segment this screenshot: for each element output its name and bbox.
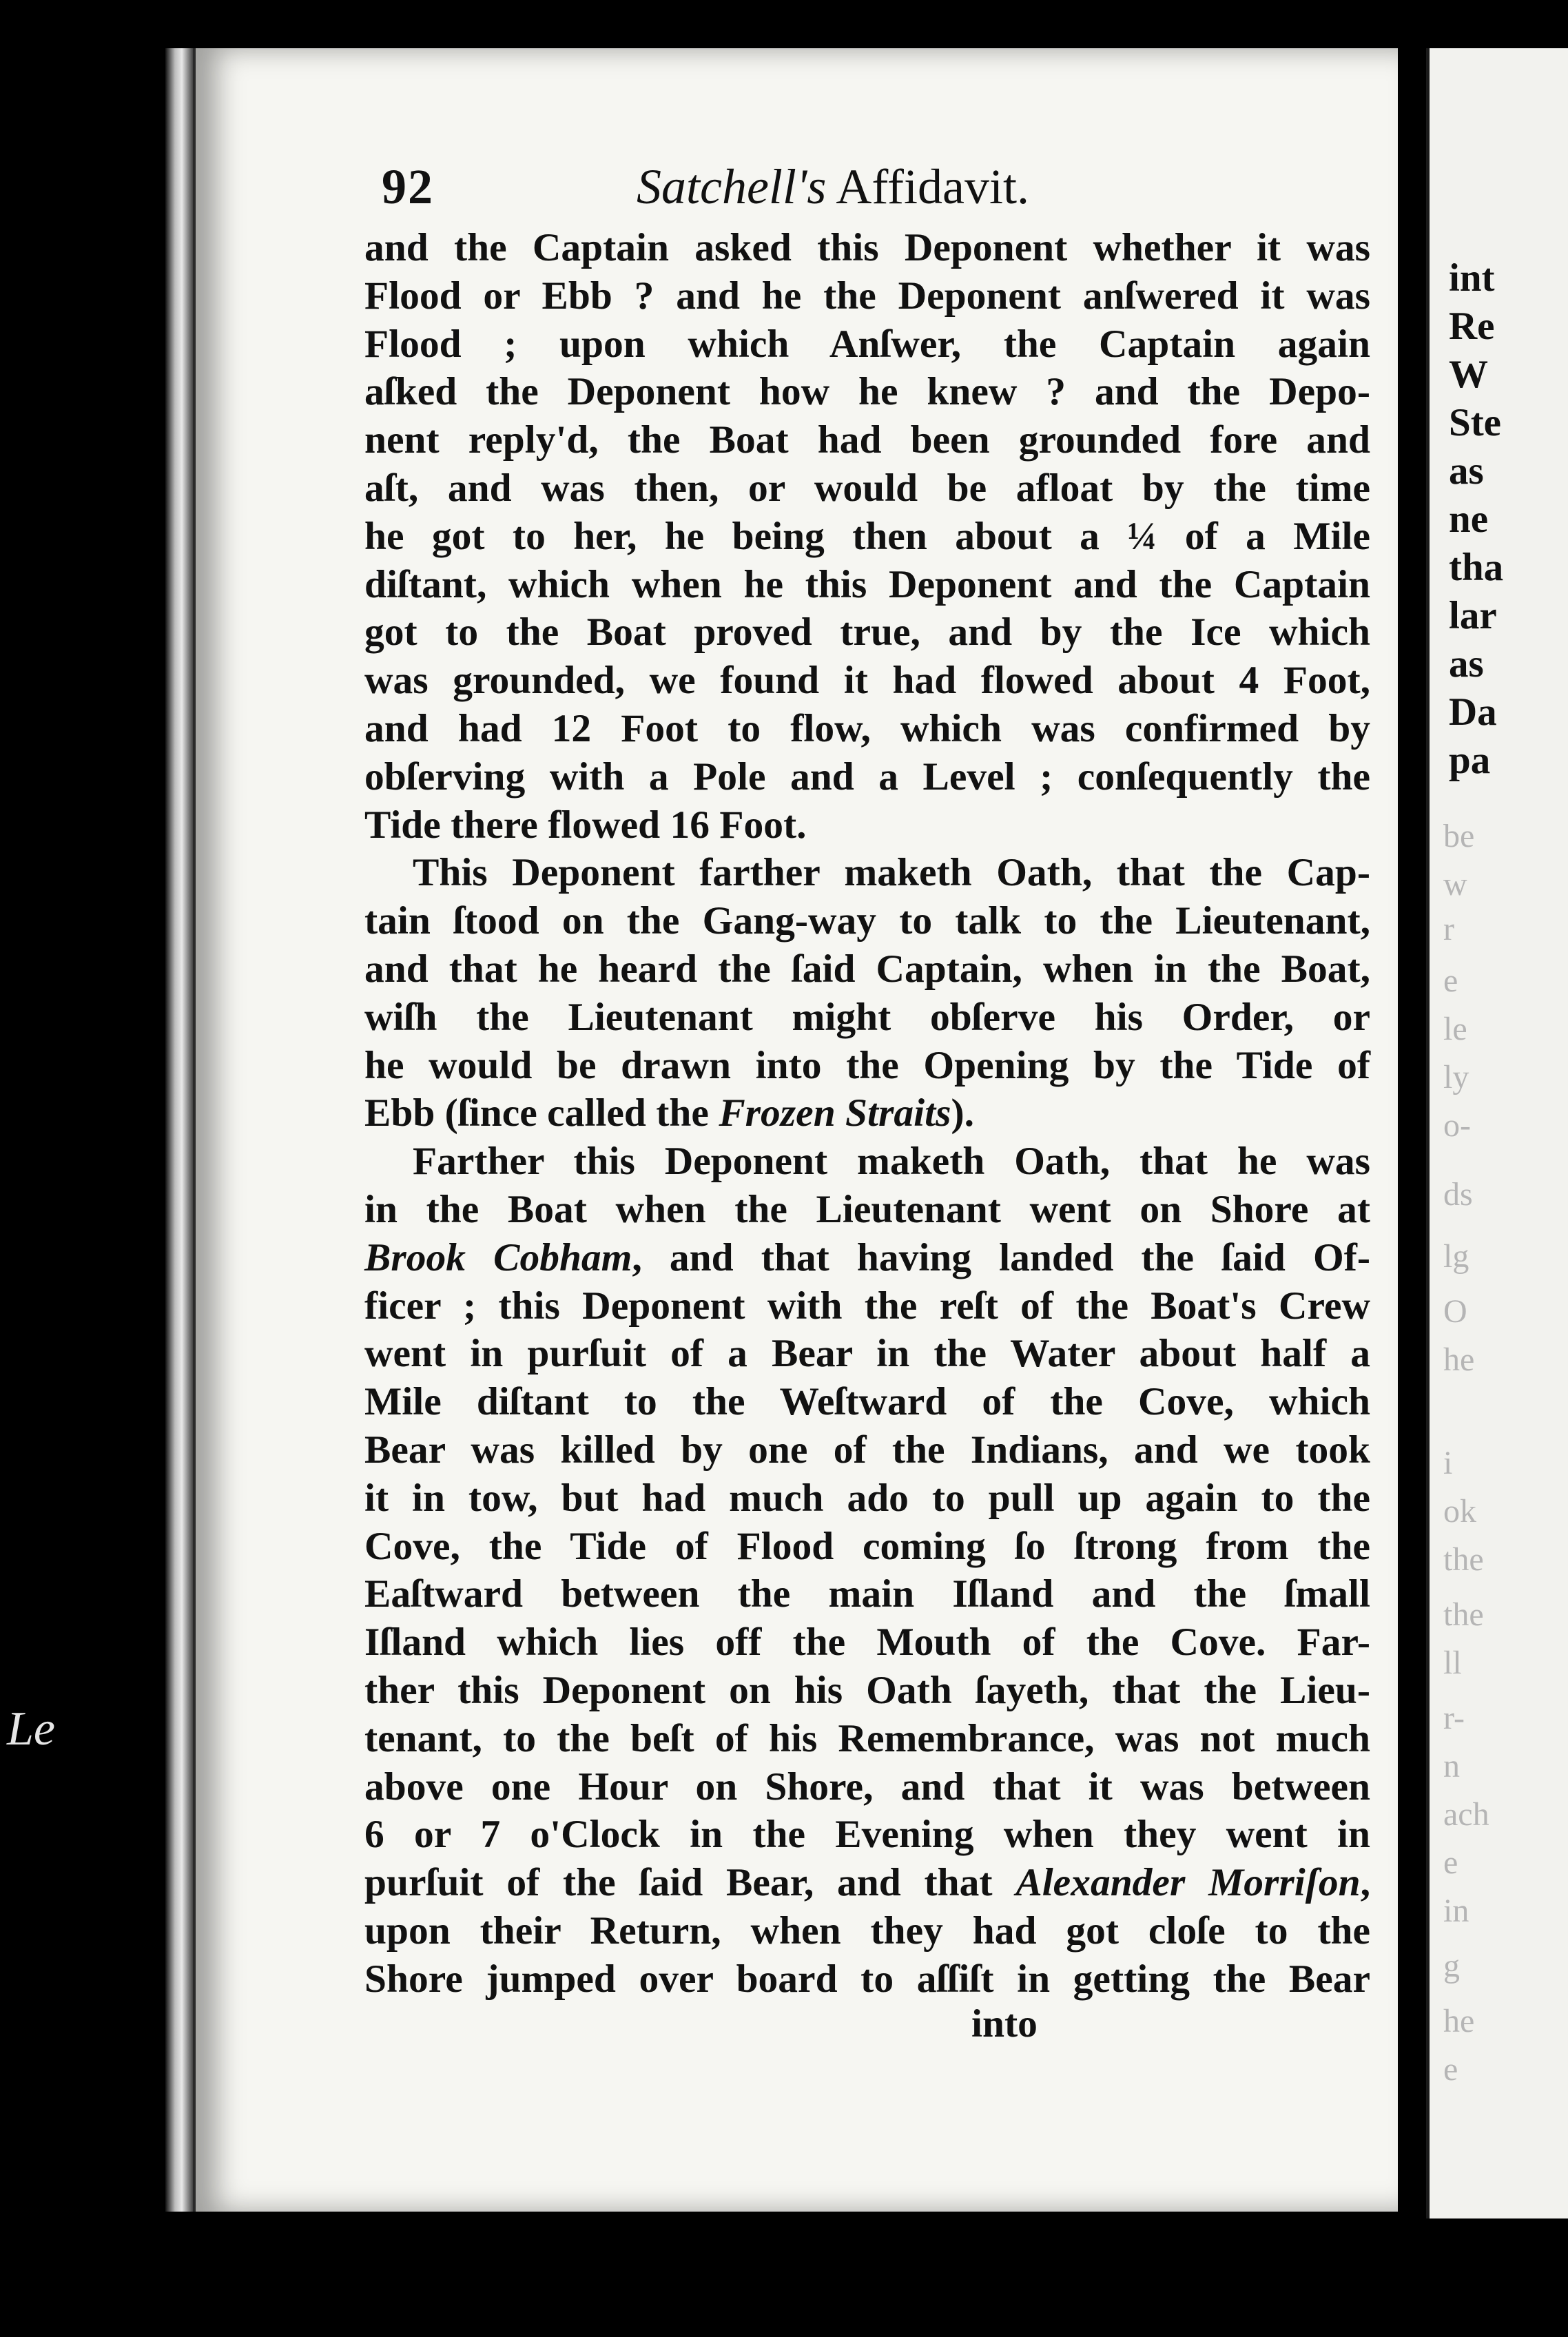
faint-fragment: the: [1443, 1541, 1484, 1578]
text-line: got to the Boat proved true, and by the Ice which: [364, 610, 1370, 655]
text-line: 6 or 7 o'Clock in the Evening when they went in: [364, 1813, 1370, 1857]
text-line: he would be drawn into the Opening by the Tide of: [364, 1043, 1370, 1087]
text-line: and had 12 Foot to flow, which was confirmed by: [364, 706, 1370, 750]
text-line: and that he heard the ſaid Captain, when in the Boat,: [364, 947, 1370, 991]
text-segment: purſuit of the ſaid Bear, and that: [364, 1861, 1016, 1905]
text-line: [364, 1859, 1370, 1907]
text-line: Eaſtward between the main Iſland and the ſmall: [364, 1572, 1370, 1616]
facing-fragment: Da: [1449, 690, 1497, 734]
italic-person-name: Alexander Morriſon: [1015, 1861, 1361, 1905]
text-line: he got to her, he being then about a ¼ of a Mile: [364, 514, 1370, 558]
faint-fragment: e: [1443, 1844, 1458, 1881]
faint-fragment: e: [1443, 2051, 1458, 2088]
faint-fragment: the: [1443, 1596, 1484, 1633]
text-line: diſtant, which when he this Deponent and the Captain: [364, 562, 1370, 606]
text-line: upon their Return, when they had got cloſe to the: [364, 1908, 1370, 1953]
text-line: aſt, and was then, or would be afloat by the time: [364, 466, 1370, 510]
text-line: aſked the Deponent how he knew ? and the Depo-: [364, 370, 1370, 414]
text-segment: , and that having landed the ſaid Of-: [632, 1235, 1370, 1279]
text-line: Flood or Ebb ? and he the Deponent anſwered it was: [364, 274, 1370, 318]
faint-fragment: r: [1443, 911, 1454, 947]
text-line: and the Captain asked this Deponent whether it was: [364, 226, 1370, 269]
facing-fragment: ne: [1449, 497, 1488, 541]
page-number: 92: [382, 159, 434, 214]
paragraph-start-line: This Deponent farther maketh Oath, that the Cap-: [413, 851, 1370, 895]
facing-fragment: int: [1449, 256, 1495, 300]
facing-fragment: lar: [1449, 594, 1497, 637]
text-line: Flood ; upon which Anſwer, the Captain again: [364, 322, 1370, 366]
faint-fragment: o-: [1443, 1107, 1471, 1144]
italic-place-name: Brook Cobham: [364, 1235, 632, 1279]
facing-fragment: W: [1449, 353, 1488, 396]
text-line: tain ſtood on the Gang-way to talk to the Lieutenant,: [364, 899, 1370, 943]
faint-fragment: w: [1443, 866, 1467, 903]
facing-fragment: Re: [1449, 305, 1495, 348]
faint-fragment: ly: [1443, 1059, 1469, 1095]
text-line: Iſland which lies off the Mouth of the Cove. Far-: [364, 1620, 1370, 1665]
text-line: ther this Deponent on his Oath ſayeth, that the Lieu-: [364, 1668, 1370, 1712]
text-line: Mile diſtant to the Weſtward of the Cove, which: [364, 1380, 1370, 1424]
faint-fragment: r-: [1443, 1700, 1465, 1736]
facing-fragment: as: [1449, 642, 1484, 686]
running-head: [637, 158, 1029, 216]
faint-fragment: lg: [1443, 1238, 1469, 1275]
running-head-name: Satchell's: [637, 159, 827, 214]
text-line: nent reply'd, the Boat had been grounded fore and: [364, 418, 1370, 462]
text-segment: ).: [951, 1091, 974, 1135]
paragraph-start-line: Farther this Deponent maketh Oath, that he was: [413, 1140, 1370, 1184]
faint-fragment: g: [1443, 1948, 1460, 1984]
faint-fragment: ll: [1443, 1645, 1462, 1681]
book-spine: [165, 48, 193, 2212]
book-page: [193, 48, 1398, 2212]
text-segment: ,: [1360, 1861, 1370, 1905]
faint-fragment: n: [1443, 1748, 1460, 1784]
text-line: it in tow, but had much ado to pull up again to the: [364, 1476, 1370, 1520]
text-line: went in purſuit of a Bear in the Water about half a: [364, 1332, 1370, 1376]
text-line: in the Boat when the Lieutenant went on Shore at: [364, 1187, 1370, 1231]
text-line: Shore jumped over board to aſſiſt in getting the Bear: [364, 1957, 1370, 2001]
text-line: Tide there flowed 16 Foot.: [364, 803, 807, 847]
faint-fragment: O: [1443, 1293, 1467, 1330]
text-line: was grounded, we found it had flowed about 4 Foot,: [364, 659, 1370, 703]
text-segment: Ebb (ſince called the: [364, 1091, 719, 1135]
text-line: Bear was killed by one of the Indians, and we took: [364, 1428, 1370, 1472]
faint-fragment: ok: [1443, 1493, 1476, 1530]
faint-fragment: ds: [1443, 1176, 1473, 1213]
running-head-title: Affidavit.: [826, 159, 1029, 214]
left-margin-mark: Le: [7, 1702, 55, 1756]
facing-page-edge: [1426, 48, 1568, 2218]
faint-fragment: i: [1443, 1445, 1453, 1481]
facing-fragment: as: [1449, 449, 1484, 493]
faint-fragment: be: [1443, 818, 1475, 854]
text-line: ficer ; this Deponent with the reſt of the Boat's Crew: [364, 1284, 1370, 1328]
facing-fragment: tha: [1449, 546, 1504, 589]
faint-fragment: e: [1443, 962, 1458, 999]
italic-place-name: Frozen Straits: [719, 1091, 951, 1135]
faint-fragment: in: [1443, 1893, 1469, 1929]
facing-fragment: Ste: [1449, 401, 1501, 444]
faint-fragment: le: [1443, 1011, 1467, 1047]
text-line: tenant, to the beſt of his Remembrance, was not much: [364, 1716, 1370, 1760]
text-line: obſerving with a Pole and a Level ; conſequently the: [364, 754, 1370, 799]
text-line: Cove, the Tide of Flood coming ſo ſtrong from the: [364, 1524, 1370, 1568]
text-line: wiſh the Lieutenant might obſerve his Order, or: [364, 995, 1370, 1039]
faint-fragment: ach: [1443, 1796, 1489, 1833]
faint-fragment: he: [1443, 1341, 1475, 1378]
catchword: into: [971, 2002, 1038, 2046]
text-line: above one Hour on Shore, and that it was between: [364, 1764, 1370, 1809]
text-line: [364, 1234, 1370, 1282]
body-text: [364, 224, 1370, 2003]
facing-fragment: pa: [1449, 739, 1491, 782]
faint-fragment: he: [1443, 2003, 1475, 2039]
text-line: [364, 1089, 1370, 1137]
